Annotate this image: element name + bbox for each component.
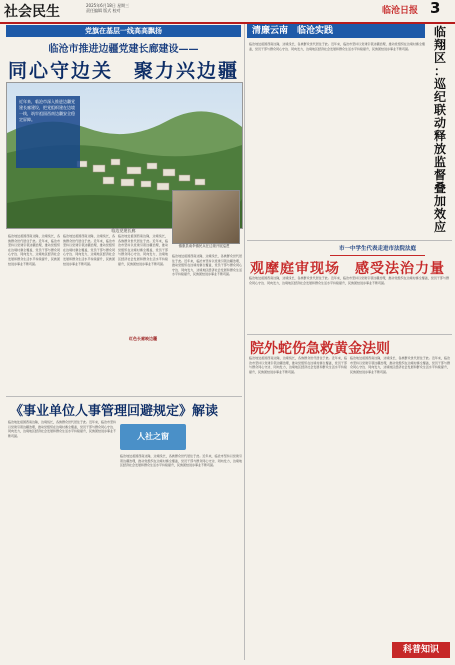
right-banner: 清廉云南 临沧实践 bbox=[247, 24, 425, 38]
article-column: 临沧地处祖国西南边陲，边境线长，各族群众世代居住于此。近年来，临沧市坚持以党建引领边疆治理，推动党组织在边境村寨全覆盖，党员干部与群众同心守边、同向发力，边境地区经济社会发展和群众生活水平持续提升，民族团结进步事业不断巩固。 bbox=[350, 356, 450, 374]
regulation-title: 《事业单位人事管理回避规定》解读 bbox=[10, 404, 219, 419]
science-tag: 科普知识 bbox=[392, 642, 450, 658]
article-kicker: 市一中学生代表走进市法院法庭 bbox=[330, 243, 425, 256]
article-column: 临沧地处祖国西南边陲，边境线长，各族群众世代居住于此。近年来，临沧市坚持以党建引领边疆治理，推动党组织在边境村寨全覆盖，党员干部与群众同心守边、同向发力，边境地区经济社会发展和群众生活水平持续提升，民族团结进步事业不断巩固。 bbox=[249, 276, 449, 285]
section-divider bbox=[247, 334, 452, 335]
page-number: 3 bbox=[430, 0, 441, 17]
article-column: 临沧地处祖国西南边陲，边境线长，各族群众世代居住于此。近年来，临沧市坚持以党建引领边疆治理，推动党组织在边境村寨全覆盖，党员干部与群众同心守边、同向发力，边境地区经济社会发展和群众生活水平持续提升，民族团结进步事业不断巩固。 bbox=[63, 234, 115, 266]
article-column: 临沧地处祖国西南边陲，边境线长，各族群众世代居住于此。近年来，临沧市坚持以党建引领边疆治理，推动党组织在边境村寨全覆盖，党员干部与群众同心守边、同向发力，边境地区经济社会发展和群众生活水平持续提升，民族团结进步事业不断巩固。 bbox=[249, 356, 347, 374]
court-headline: 观摩庭审现场 感受法治力量 bbox=[250, 261, 445, 277]
article-column: 临沧地处祖国西南边陲，边境线长，各族群众世代居住于此。近年来，临沧市坚持以党建引领边疆治理，推动党组织在边境村寨全覆盖，党员干部与群众同心守边、同向发力，边境地区经济社会发展和群众生活水平持续提升，民族团结进步事业不断巩固。 bbox=[120, 454, 242, 468]
newspaper-logo: 临沧日报 bbox=[382, 6, 419, 16]
border-patrol-photo bbox=[172, 190, 240, 244]
photo-caption: 临边党建长廊 bbox=[111, 228, 136, 233]
lead-box: 近年来，临沧市深入推进边疆党建长廊建设，把党组织建在边境一线，筑牢祖国西南边疆安全稳定屏障。 bbox=[16, 96, 80, 168]
article-subhead: 红色长廊映边疆 bbox=[129, 336, 157, 341]
feature-kicker: 临沧市推进边疆党建长廊建设—— bbox=[48, 44, 199, 55]
article-column: 临沧地处祖国西南边陲，边境线长，各族群众世代居住于此。近年来，临沧市坚持以党建引领边疆治理，推动党组织在边境村寨全覆盖，党员干部与群众同心守边、同向发力，边境地区经济社会发展和群众生活水平持续提升，民族团结进步事业不断巩固。 bbox=[172, 254, 242, 277]
feature-headline: 同心守边关 聚力兴边疆 bbox=[7, 60, 239, 82]
snakebite-headline: 院外蛇伤急救黄金法则 bbox=[250, 341, 390, 357]
feature-banner: 党旗在基层一线高高飘扬 bbox=[6, 25, 241, 37]
header-date: 2025年6月18日 星期三 责任编辑 版式 校对 bbox=[86, 3, 130, 13]
section-divider bbox=[247, 240, 452, 241]
vertical-headline: 临 翔 区 ： 巡 纪 联 动 释 放 监 督 叠 加 效 应 bbox=[433, 25, 446, 234]
article-column: 临沧地处祖国西南边陲，边境线长，各族群众世代居住于此。近年来，临沧市坚持以党建引领边疆治理，推动党组织在边境村寨全覆盖，党员干部与群众同心守边、同向发力，边境地区经济社会发展和群众生活水平持续提升，民族团结进步事业不断巩固。 bbox=[8, 420, 116, 438]
column-divider bbox=[244, 24, 245, 660]
photo2-caption: 镇康县南伞镇民兵在边境开展巡逻 bbox=[178, 244, 230, 248]
column-logo: 人社之窗 bbox=[120, 424, 186, 450]
section-divider bbox=[6, 396, 242, 397]
article-column: 临沧地处祖国西南边陲，边境线长，各族群众世代居住于此。近年来，临沧市坚持以党建引领边疆治理，推动党组织在边境村寨全覆盖，党员干部与群众同心守边、同向发力，边境地区经济社会发展和群众生活水平持续提升，民族团结进步事业不断巩固。 bbox=[8, 234, 60, 266]
article-column: 临沧地处祖国西南边陲，边境线长，各族群众世代居住于此。近年来，临沧市坚持以党建引领边疆治理，推动党组织在边境村寨全覆盖，党员干部与群众同心守边、同向发力，边境地区经济社会发展和群众生活水平持续提升，民族团结进步事业不断巩固。 bbox=[118, 234, 168, 266]
section-title: 社会民生 bbox=[4, 4, 60, 20]
article-column: 临沧地处祖国西南边陲，边境线长，各族群众世代居住于此。近年来，临沧市坚持以党建引领边疆治理，推动党组织在边境村寨全覆盖，党员干部与群众同心守边、同向发力，边境地区经济社会发展和群众生活水平持续提升，民族团结进步事业不断巩固。 bbox=[249, 42, 425, 51]
